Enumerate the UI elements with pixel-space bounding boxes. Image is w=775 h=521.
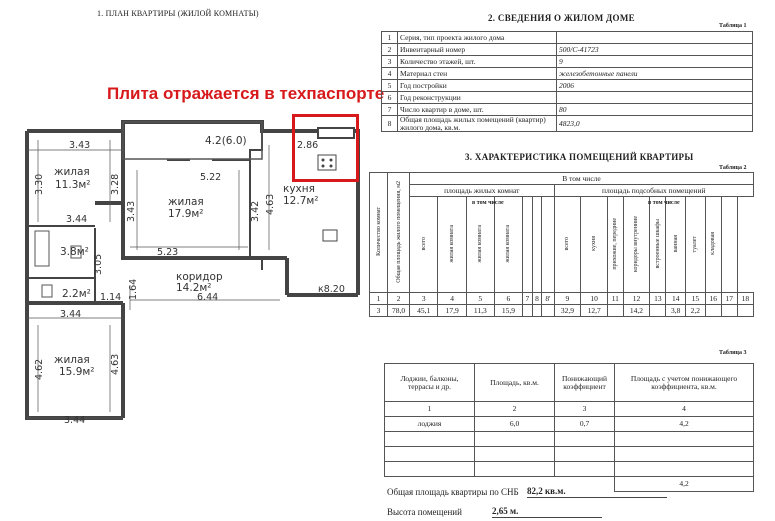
h-all1: всего bbox=[420, 236, 427, 251]
rooms-table-nums-cell: 18 bbox=[737, 293, 753, 305]
dim-3.43-top: 3.43 bbox=[69, 140, 91, 151]
h-living: площадь жилых комнат bbox=[410, 185, 555, 197]
table1-label: Таблица 1 bbox=[719, 23, 747, 29]
house-info-n: 5 bbox=[382, 80, 398, 92]
h-pantry: кладовая bbox=[710, 232, 717, 256]
rooms-table-values-cell bbox=[721, 305, 737, 317]
rooms-table-nums-cell: 14 bbox=[666, 293, 686, 305]
house-info-n: 1 bbox=[382, 32, 398, 44]
h-all2: всего bbox=[564, 236, 571, 251]
rooms-table-values-cell bbox=[705, 305, 721, 317]
house-info-row bbox=[382, 56, 753, 68]
dim-4.62: 4.62 bbox=[34, 358, 45, 380]
house-info-label: Инвентарный номер bbox=[398, 44, 557, 56]
rooms-table-values-cell: 11,3 bbox=[466, 305, 494, 317]
room-corridor-name: коридор bbox=[176, 271, 223, 283]
rooms-table-values-cell: 14,2 bbox=[623, 305, 650, 317]
house-info-n: 4 bbox=[382, 68, 398, 80]
dim-1.64: 1.64 bbox=[128, 278, 139, 300]
rooms-table-nums-cell: 1 bbox=[370, 293, 388, 305]
total-area-label: Общая площадь квартиры по СНБ bbox=[387, 487, 519, 497]
t3-n1: 1 bbox=[385, 402, 475, 417]
h-incl: В том числе bbox=[410, 173, 754, 185]
ceiling-height-label: Высота помещений bbox=[387, 507, 462, 517]
dim-3.30: 3.30 bbox=[34, 173, 45, 195]
house-info-label: Общая площадь жилых помещений (квартир) жилого дома, кв.м. bbox=[398, 116, 557, 132]
h-lr2: жилая комната bbox=[477, 224, 484, 263]
room-kitchen-area: 12.7м² bbox=[283, 195, 319, 207]
rooms-table-values-cell: 12,7 bbox=[581, 305, 608, 317]
ceiling-height-value: 2,65 м. bbox=[492, 506, 602, 518]
rooms-table-nums-cell: 7 bbox=[523, 293, 533, 305]
house-info-label: Год реконструкции bbox=[398, 92, 557, 104]
h-rooms-text: Количество комнат bbox=[375, 207, 382, 257]
rooms-table-nums-cell: 16 bbox=[705, 293, 721, 305]
rooms-table-values-cell bbox=[542, 305, 554, 317]
dim-3.44-c: 3.44 bbox=[64, 415, 86, 426]
room-wc-area: 2.2м² bbox=[62, 288, 91, 300]
room-bath-area: 3.8м² bbox=[60, 246, 89, 258]
h-incl3: в том числе bbox=[648, 200, 680, 206]
house-info-value: 9 bbox=[557, 56, 753, 68]
t3-h2: Площадь, кв.м. bbox=[475, 364, 555, 402]
dim-k8.20: к8.20 bbox=[318, 284, 345, 295]
h-bath: ванная bbox=[672, 235, 679, 253]
rooms-table-nums-cell: 8 bbox=[532, 293, 542, 305]
house-info-label: Материал стен bbox=[398, 68, 557, 80]
rooms-table-nums-cell: 5 bbox=[466, 293, 494, 305]
rooms-table-nums-cell: 3 bbox=[410, 293, 438, 305]
room-living-3-name: жилая bbox=[54, 354, 90, 366]
rooms-table bbox=[369, 172, 754, 317]
rooms-table-values-cell: 3,8 bbox=[666, 305, 686, 317]
table3-label: Таблица 3 bbox=[719, 350, 747, 356]
h-lr1: жилая комната bbox=[449, 224, 456, 263]
t3-row-name: лоджия bbox=[385, 417, 475, 432]
house-info-value bbox=[557, 32, 753, 44]
dim-4.63-kitchen: 4.63 bbox=[265, 193, 276, 215]
room-living-1-name: жилая bbox=[54, 166, 90, 178]
rooms-table-values-cell: 32,9 bbox=[554, 305, 581, 317]
dim-6.44: 6.44 bbox=[197, 292, 219, 303]
house-info-row bbox=[382, 68, 753, 80]
house-info-row bbox=[382, 116, 753, 132]
rooms-table-values-cell bbox=[608, 305, 624, 317]
loggia-table bbox=[384, 363, 754, 492]
house-info-value: 80 bbox=[557, 104, 753, 116]
house-info-label: Серия, тип проекта жилого дома bbox=[398, 32, 557, 44]
house-info-value: 2006 bbox=[557, 80, 753, 92]
t3-row-coef: 0,7 bbox=[555, 417, 615, 432]
t3-n4: 4 bbox=[615, 402, 754, 417]
rooms-table-values-cell: 78,0 bbox=[388, 305, 410, 317]
h-incl2: в том числе bbox=[472, 200, 504, 206]
t3-n2: 2 bbox=[475, 402, 555, 417]
h-hall: прихожие, передние bbox=[612, 217, 619, 270]
house-info-row bbox=[382, 80, 753, 92]
h-kitchen: кухня bbox=[591, 236, 598, 252]
rooms-table-values-cell: 2,2 bbox=[686, 305, 706, 317]
dim-5.23: 5.23 bbox=[157, 247, 179, 258]
section2-title: 2. СВЕДЕНИЯ О ЖИЛОМ ДОМЕ bbox=[488, 13, 635, 23]
house-info-n: 8 bbox=[382, 116, 398, 132]
rooms-table-nums-cell: 12 bbox=[623, 293, 650, 305]
house-info-row bbox=[382, 44, 753, 56]
h-lr3: жилая комната bbox=[505, 224, 512, 263]
house-info-table bbox=[381, 31, 753, 132]
rooms-table-values-cell: 15,9 bbox=[494, 305, 522, 317]
rooms-table-values-cell bbox=[650, 305, 666, 317]
rooms-table-nums-cell: 8' bbox=[542, 293, 554, 305]
rooms-table-nums-cell: 2 bbox=[388, 293, 410, 305]
room-loggia-area: 4.2(6.0) bbox=[205, 135, 247, 147]
house-info-label: Год постройки bbox=[398, 80, 557, 92]
dim-1.14: 1.14 bbox=[100, 292, 122, 303]
h-wc: туалет bbox=[692, 235, 699, 252]
room-living-2-area: 17.9м² bbox=[168, 208, 204, 220]
house-info-n: 7 bbox=[382, 104, 398, 116]
house-info-row bbox=[382, 32, 753, 44]
house-info-n: 2 bbox=[382, 44, 398, 56]
house-info-value: 4823,0 bbox=[557, 116, 753, 132]
room-corridor-area: 14.2м² bbox=[176, 282, 212, 294]
house-info-row bbox=[382, 104, 753, 116]
house-info-label: Число квартир в доме, шт. bbox=[398, 104, 557, 116]
t3-total: 4,2 bbox=[615, 477, 754, 492]
dim-3.28: 3.28 bbox=[110, 173, 121, 195]
dim-3.44-a: 3.44 bbox=[66, 214, 88, 225]
t3-n3: 3 bbox=[555, 402, 615, 417]
t3-row-area: 6,0 bbox=[475, 417, 555, 432]
rooms-table-values-cell: 17,9 bbox=[438, 305, 466, 317]
house-info-value bbox=[557, 92, 753, 104]
house-info-value: 500/С-41723 bbox=[557, 44, 753, 56]
plan-title: 1. ПЛАН КВАРТИРЫ (ЖИЛОЙ КОМНАТЫ) bbox=[97, 9, 259, 18]
dim-3.44-b: 3.44 bbox=[60, 309, 82, 320]
section3-title: 3. ХАРАКТЕРИСТИКА ПОМЕЩЕНИЙ КВАРТИРЫ bbox=[465, 152, 694, 162]
h-closet: встроенные шкафы bbox=[654, 218, 661, 269]
house-info-row bbox=[382, 92, 753, 104]
rooms-table-nums-cell: 15 bbox=[686, 293, 706, 305]
t3-row-adj: 4,2 bbox=[615, 417, 754, 432]
house-info-label: Количество этажей, шт. bbox=[398, 56, 557, 68]
stove-annotation: Плита отражается в техпаспорте bbox=[107, 84, 385, 103]
rooms-table-values-cell: 45,1 bbox=[410, 305, 438, 317]
h-total bbox=[388, 173, 410, 293]
table2-label: Таблица 2 bbox=[719, 165, 747, 171]
h-rooms bbox=[370, 173, 388, 293]
h-total-text: Общая площадь жилого помещения, м2 bbox=[395, 180, 402, 283]
t3-h3: Понижающий коэффициент bbox=[555, 364, 615, 402]
house-info-n: 6 bbox=[382, 92, 398, 104]
rooms-table-nums-cell: 9 bbox=[554, 293, 581, 305]
dim-3.43-mid: 3.43 bbox=[126, 200, 137, 222]
rooms-table-nums-cell: 10 bbox=[581, 293, 608, 305]
dim-5.22: 5.22 bbox=[200, 172, 222, 183]
rooms-table-values-cell bbox=[737, 305, 753, 317]
dim-4.63: 4.63 bbox=[110, 353, 121, 375]
dim-3.05: 3.05 bbox=[93, 253, 104, 275]
rooms-table-nums-cell: 17 bbox=[721, 293, 737, 305]
rooms-table-nums-cell: 4 bbox=[438, 293, 466, 305]
h-aux: площадь подсобных помещений bbox=[554, 185, 753, 197]
t3-h4: Площадь с учетом понижающего коэффициента, кв.м. bbox=[615, 364, 754, 402]
dim-3.42: 3.42 bbox=[250, 200, 261, 222]
house-info-value: железобетонные панели bbox=[557, 68, 753, 80]
rooms-table-values-cell bbox=[532, 305, 542, 317]
room-kitchen-name: кухня bbox=[283, 183, 315, 195]
rooms-table-values-cell: 3 bbox=[370, 305, 388, 317]
room-living-3-area: 15.9м² bbox=[59, 366, 95, 378]
rooms-table-nums-cell: 13 bbox=[650, 293, 666, 305]
t3-h1: Лоджии, балконы, террасы и др. bbox=[385, 364, 475, 402]
stove-highlight-box bbox=[292, 114, 359, 182]
h-corr: коридоры внутренние bbox=[633, 215, 640, 272]
rooms-table-values-cell bbox=[523, 305, 533, 317]
house-info-n: 3 bbox=[382, 56, 398, 68]
dim-2.86: 2.86 bbox=[297, 140, 319, 151]
rooms-table-nums-cell: 6 bbox=[494, 293, 522, 305]
total-area-value: 82,2 кв.м. bbox=[527, 486, 667, 498]
room-living-2-name: жилая bbox=[168, 196, 204, 208]
room-living-1-area: 11.3м² bbox=[55, 179, 91, 191]
floor-plan bbox=[0, 0, 380, 521]
rooms-table-nums-cell: 11 bbox=[608, 293, 624, 305]
